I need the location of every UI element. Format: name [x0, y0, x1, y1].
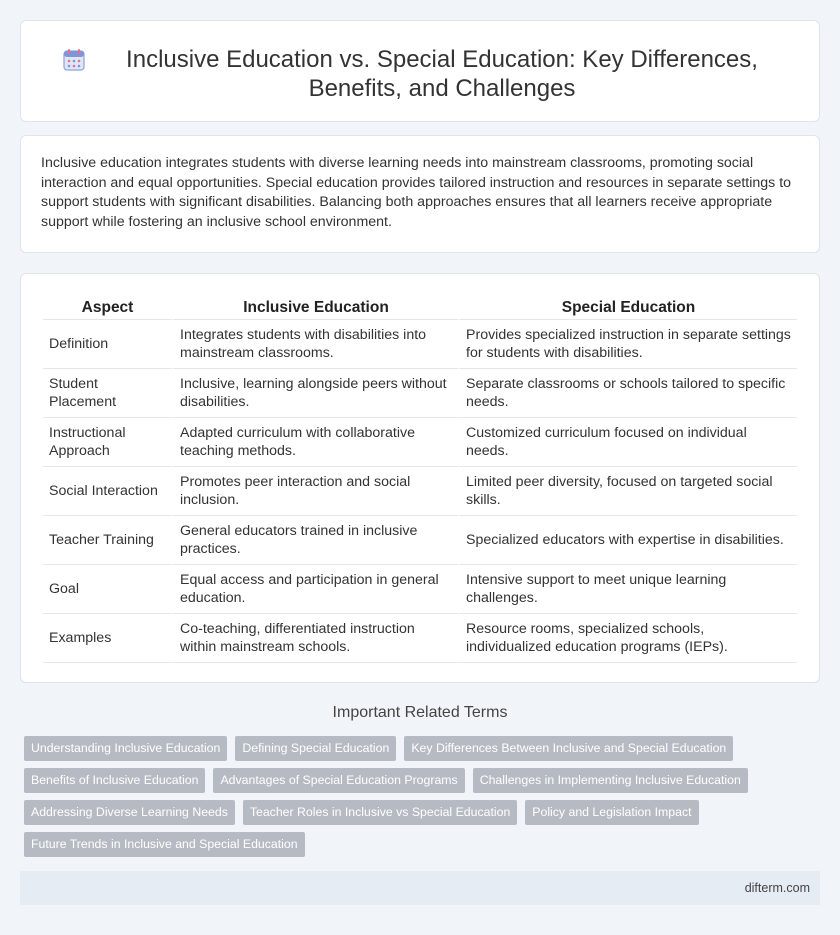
aspect-cell: Student Placement: [43, 369, 172, 418]
table-row: [43, 418, 797, 467]
inclusive-cell: Inclusive, learning alongside peers without disabilities.: [172, 369, 458, 418]
related-term-link[interactable]: Key Differences Between Inclusive and Special Education: [404, 736, 733, 761]
inclusive-cell: Co-teaching, differentiated instruction within mainstream schools.: [172, 614, 458, 663]
footer: [20, 871, 820, 905]
related-term-link[interactable]: Teacher Roles in Inclusive vs Special Education: [243, 800, 517, 825]
inclusive-cell: Promotes peer interaction and social inclusion.: [172, 467, 458, 516]
aspect-cell: Instructional Approach: [43, 418, 172, 467]
table-row: [43, 565, 797, 614]
related-term-link[interactable]: Challenges in Implementing Inclusive Education: [473, 768, 748, 793]
comparison-table: [43, 296, 797, 663]
related-term-link[interactable]: Addressing Diverse Learning Needs: [24, 800, 235, 825]
intro-paragraph: Inclusive education integrates students with diverse learning needs into mainstream classrooms, promoting social interaction and equal opportunities. Special education provides tailored instruction and resources in separate settings to support students with significant disabilities. Balancing both approaches ensures that all learners receive appropriate support while fostering an inclusive school environment.: [41, 155, 792, 230]
aspect-cell: Goal: [43, 565, 172, 614]
special-cell: Specialized educators with expertise in disabilities.: [458, 516, 797, 565]
table-header-row: [43, 296, 797, 320]
related-term-link[interactable]: Understanding Inclusive Education: [24, 736, 227, 761]
footer-site-link[interactable]: difterm.com: [744, 881, 810, 895]
table-row: [43, 614, 797, 663]
inclusive-cell: General educators trained in inclusive practices.: [172, 516, 458, 565]
calendar-icon: [61, 47, 87, 73]
comparison-table-card: [20, 273, 820, 683]
related-terms-list: [24, 736, 824, 864]
inclusive-cell: Integrates students with disabilities into mainstream classrooms.: [172, 320, 458, 369]
special-cell: Resource rooms, specialized schools, individualized education programs (IEPs).: [458, 614, 797, 663]
table-row: [43, 369, 797, 418]
header-special: Special Education: [458, 296, 797, 320]
aspect-cell: Definition: [43, 320, 172, 369]
aspect-cell: Social Interaction: [43, 467, 172, 516]
aspect-cell: Teacher Training: [43, 516, 172, 565]
related-term-link[interactable]: Policy and Legislation Impact: [525, 800, 698, 825]
table-row: [43, 320, 797, 369]
inclusive-cell: Equal access and participation in general education.: [172, 565, 458, 614]
table-row: [43, 467, 797, 516]
header-aspect: Aspect: [43, 296, 172, 320]
special-cell: Intensive support to meet unique learning challenges.: [458, 565, 797, 614]
header-inclusive: Inclusive Education: [172, 296, 458, 320]
intro-card: [20, 135, 820, 253]
special-cell: Provides specialized instruction in separate settings for students with disabilities.: [458, 320, 797, 369]
special-cell: Limited peer diversity, focused on targeted social skills.: [458, 467, 797, 516]
related-terms-title: Important Related Terms: [332, 704, 508, 721]
related-term-link[interactable]: Defining Special Education: [235, 736, 396, 761]
title-card: [20, 20, 820, 122]
related-term-link[interactable]: Future Trends in Inclusive and Special Education: [24, 832, 305, 857]
inclusive-cell: Adapted curriculum with collaborative teaching methods.: [172, 418, 458, 467]
aspect-cell: Examples: [43, 614, 172, 663]
table-row: [43, 516, 797, 565]
related-term-link[interactable]: Benefits of Inclusive Education: [24, 768, 205, 793]
special-cell: Customized curriculum focused on individual needs.: [458, 418, 797, 467]
related-term-link[interactable]: Advantages of Special Education Programs: [213, 768, 464, 793]
page-title: Inclusive Education vs. Special Education: Key Differences, Benefits, and Challenges: [126, 46, 758, 102]
special-cell: Separate classrooms or schools tailored to specific needs.: [458, 369, 797, 418]
